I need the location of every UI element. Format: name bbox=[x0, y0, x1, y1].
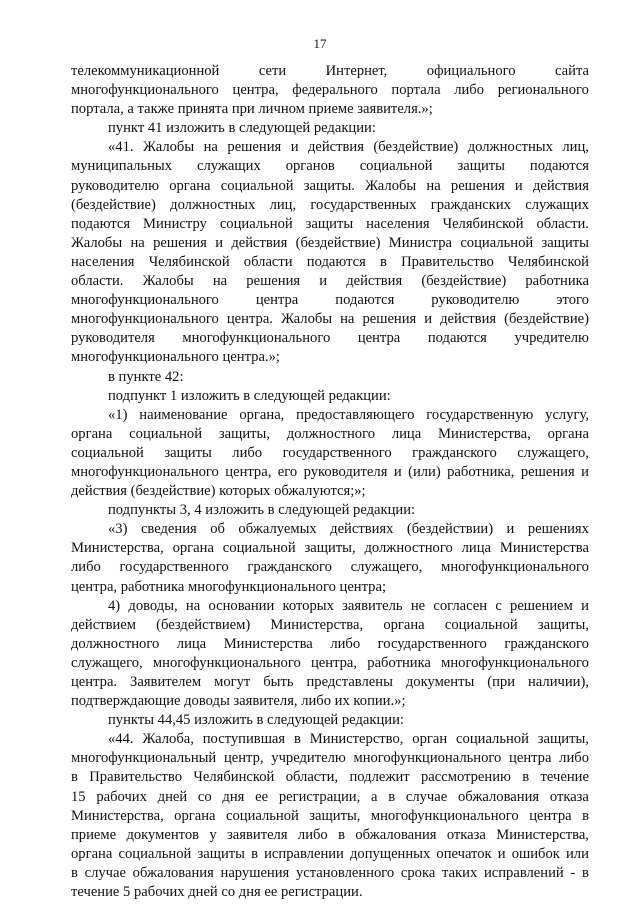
text-line: органа социальной защиты, должностного лица Министерства, органа bbox=[71, 425, 589, 442]
text-line: руководителя многофункционального центра подаются учредителю bbox=[71, 330, 589, 347]
text-line: «1) наименование органа, предоставляющего государственную услугу, bbox=[108, 406, 589, 423]
text-line: «44. Жалоба, поступившая в Министерство, орган социальной защиты, bbox=[108, 731, 589, 748]
text-line: органа социальной защиты в исправлении допущенных опечаток и ошибок или bbox=[71, 845, 589, 862]
text-line: муниципальных служащих органов социальной защиты подаются bbox=[71, 158, 589, 175]
text-line: подпункт 1 изложить в следующей редакции: bbox=[108, 387, 391, 404]
text-line: многофункциональный центр, учредителю многофункционального центра либо bbox=[71, 750, 589, 767]
text-line: многофункционального центра подаются руководителю этого bbox=[71, 292, 589, 309]
text-line: (бездействие) должностных лиц, государственных гражданских служащих bbox=[71, 196, 589, 213]
text-line: пункт 41 изложить в следующей редакции: bbox=[108, 120, 376, 137]
text-line: подпункты 3, 4 изложить в следующей редакции: bbox=[108, 502, 416, 519]
text-line: телекоммуникационной сети Интернет, официального сайта bbox=[71, 63, 589, 79]
text-line: подтверждающие доводы заявителя, либо их копии.»; bbox=[71, 693, 406, 710]
text-line: действием (бездействием) Министерства, органа социальной защиты, bbox=[71, 616, 589, 633]
text-line: социальной защиты либо государственного гражданского служащего, bbox=[71, 444, 589, 461]
text-line: течение 5 рабочих дней со дня ее регистрации. bbox=[71, 884, 363, 901]
text-line: портала, а также принята при личном приеме заявителя.»; bbox=[71, 101, 433, 118]
text-line: многофункционального центра, его руководителя и (или) работника, решения и bbox=[71, 463, 589, 480]
text-line: в случае обжалования нарушения установленного срока таких исправлений - в bbox=[71, 864, 589, 881]
text-line: области. Жалобы на решения и действия (бездействие) работника bbox=[71, 273, 589, 290]
text-line: многофункционального центра. Жалобы на решения и действия (бездействие) bbox=[71, 311, 589, 328]
text-line: руководителю органа социальной защиты. Жалобы на решения и действия bbox=[71, 177, 589, 194]
text-line: в пункте 42: bbox=[108, 368, 184, 385]
text-line: действия (бездействие) которых обжалуются;»; bbox=[71, 483, 366, 500]
text-line: центра, работника многофункционального центра; bbox=[71, 578, 386, 595]
text-line: пункты 44,45 изложить в следующей редакции: bbox=[108, 712, 404, 729]
text-line: многофункционального центра, федерального портала либо регионального bbox=[71, 82, 589, 99]
text-line: либо государственного гражданского служащего, многофункционального bbox=[71, 559, 589, 576]
text-line: подаются Министру социальной защиты населения Челябинской области. bbox=[71, 215, 589, 232]
text-line: 15 рабочих дней со дня ее регистрации, а в случае обжалования отказа bbox=[71, 788, 589, 805]
text-line: «41. Жалобы на решения и действия (бездействие) должностных лиц, bbox=[108, 139, 589, 156]
text-line: должностного лица Министерства либо государственного гражданского bbox=[71, 635, 589, 652]
page-number: 17 bbox=[313, 36, 327, 51]
text-line: в Правительство Челябинской области, подлежит рассмотрению в течение bbox=[71, 769, 589, 786]
text-line: населения Челябинской области подаются в Правительство Челябинской bbox=[71, 253, 589, 270]
text-line: многофункционального центра.»; bbox=[71, 349, 280, 366]
text-line: служащего, многофункционального центра, работника многофункционального bbox=[71, 654, 589, 671]
text-line: Министерства, органа социальной защиты, должностного лица Министерства bbox=[71, 540, 589, 557]
text-line: 4) доводы, на основании которых заявитель не согласен с решением и bbox=[108, 597, 589, 614]
text-line: центра. Заявителем могут быть представлены документы (при наличии), bbox=[71, 674, 589, 690]
text-line: «3) сведения об обжалуемых действиях (бездействии) и решениях bbox=[108, 521, 589, 538]
text-line: Министерства, органа социальной защиты, многофункционального центра в bbox=[71, 807, 589, 824]
text-line: Жалобы на решения и действия (бездействие) Министра социальной защиты bbox=[71, 234, 589, 251]
text-line: приеме документов у заявителя либо в обжалования отказа Министерства, bbox=[71, 826, 589, 843]
document-body bbox=[71, 62, 589, 902]
